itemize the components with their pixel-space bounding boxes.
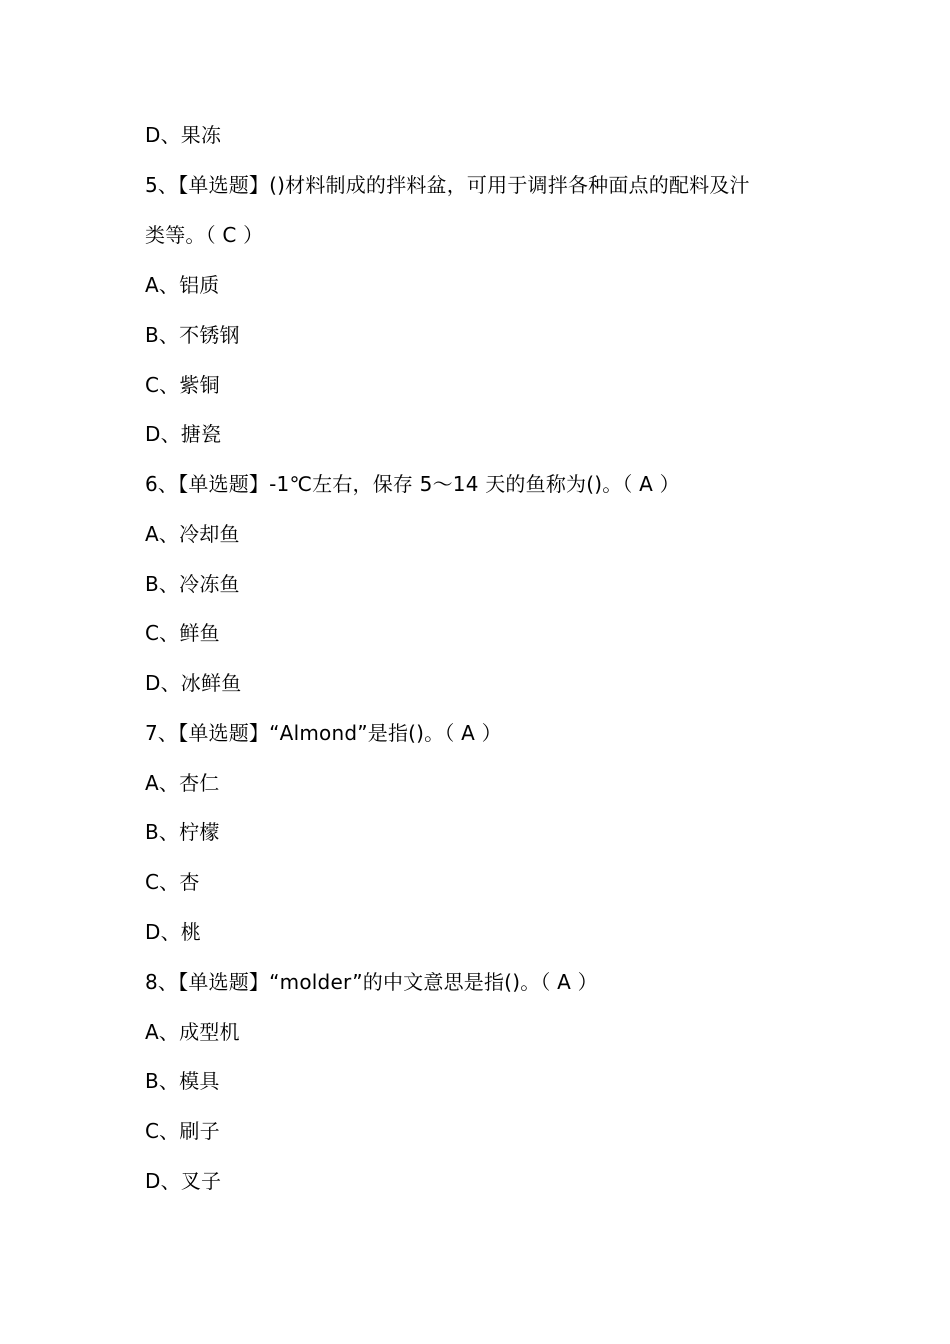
option-line-q8-b: B、模具: [145, 1069, 220, 1093]
option-line-q5-b: B、不锈钢: [145, 323, 240, 347]
option-line-q8-a: A、成型机: [145, 1020, 240, 1044]
option-line-q6-a: A、冷却鱼: [145, 522, 240, 546]
option-line-q8-d: D、叉子: [145, 1169, 222, 1193]
option-line-q6-c: C、鲜鱼: [145, 621, 220, 645]
option-line-q8-c: C、刷子: [145, 1119, 220, 1143]
option-line-q6-b: B、冷冻鱼: [145, 572, 240, 596]
option-line-q5-d: D、搪瓷: [145, 422, 222, 446]
option-line-q7-a: A、杏仁: [145, 771, 220, 795]
option-line-q5-c: C、紫铜: [145, 373, 220, 397]
option-line-q7-d: D、桃: [145, 920, 202, 944]
question-5-text-cont: 类等。（ C ）: [145, 223, 264, 247]
option-line-q7-c: C、杏: [145, 870, 200, 894]
option-line-q4-d: D、果冻: [145, 123, 222, 147]
question-7-text: 7、【单选题】“Almond”是指()。（ A ）: [145, 721, 502, 745]
option-line-q5-a: A、铝质: [145, 273, 220, 297]
option-line-q7-b: B、柠檬: [145, 820, 220, 844]
question-5-text: 5、【单选题】()材料制成的拌料盆，可用于调拌各种面点的配料及汁: [145, 173, 750, 197]
option-line-q6-d: D、冰鲜鱼: [145, 671, 242, 695]
question-8-text: 8、【单选题】“molder”的中文意思是指()。（ A ）: [145, 970, 598, 994]
question-6-text: 6、【单选题】-1℃左右，保存 5～14 天的鱼称为()。（ A ）: [145, 472, 680, 496]
